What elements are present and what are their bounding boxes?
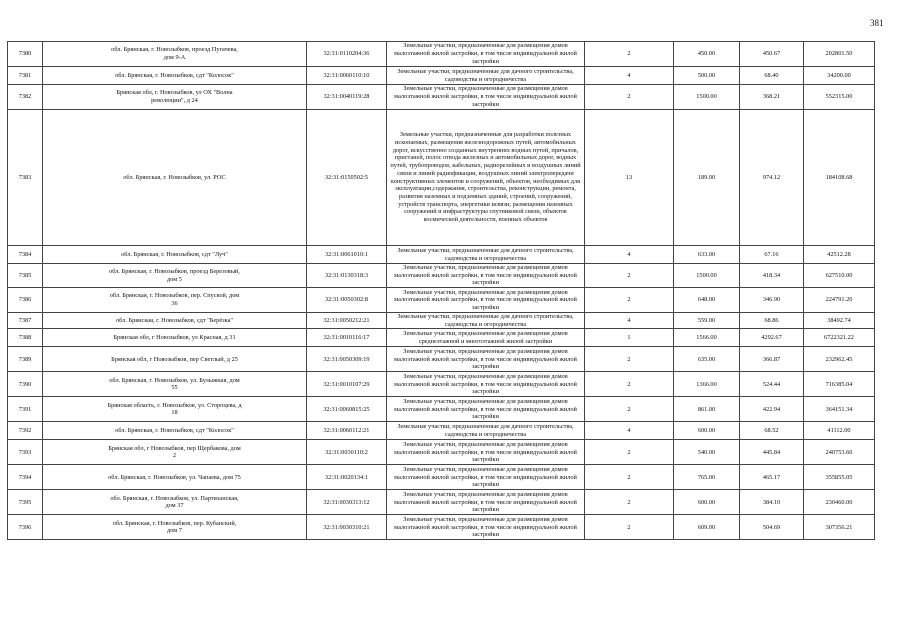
cadastral-number-cell: 32:31:0010107:29 bbox=[307, 372, 387, 397]
specific-value-cell: 524.44 bbox=[740, 372, 804, 397]
table-row bbox=[8, 67, 875, 85]
address-cell bbox=[43, 465, 307, 490]
land-use-cell: Земельные участки, предназначенные для размещения домов малоэтажной жилой застройки, в том числе индивидуальной жилой застройки bbox=[387, 440, 585, 465]
area-cell: 450.00 bbox=[674, 42, 740, 67]
address-cell bbox=[43, 422, 307, 440]
cadastral-value-cell: 364151.34 bbox=[804, 397, 875, 422]
land-use-cell: Земельные участки, предназначенные для дачного строительства, садоводства и огородничества bbox=[387, 246, 585, 264]
specific-value-cell: 368.21 bbox=[740, 85, 804, 110]
address-text: Брянская обл, г Новозыбков, пер Щербакова, дом 2 bbox=[108, 444, 241, 460]
cadastral-value-cell: 34200.00 bbox=[804, 67, 875, 85]
table-row bbox=[8, 440, 875, 465]
specific-value-cell: 974.12 bbox=[740, 110, 804, 246]
row-number-cell: 7387 bbox=[8, 313, 43, 329]
land-use-cell: Земельные участки, предназначенные для размещения домов малоэтажной жилой застройки, в том числе индивидуальной жилой застройки bbox=[387, 85, 585, 110]
group-cell: 2 bbox=[585, 372, 674, 397]
address-cell bbox=[43, 288, 307, 313]
table-row bbox=[8, 85, 875, 110]
cadastral-value-cell: 41112.00 bbox=[804, 422, 875, 440]
cadastral-number-cell: 32:31:0020134:1 bbox=[307, 465, 387, 490]
address-text: обл. Брянская, г. Новозыбков, ул. Булыжная, дом 55 bbox=[109, 376, 240, 392]
group-cell: 2 bbox=[585, 85, 674, 110]
cadastral-value-cell: 232962.45 bbox=[804, 347, 875, 372]
address-cell bbox=[43, 42, 307, 67]
cadastral-value-cell: 716385.04 bbox=[804, 372, 875, 397]
area-cell: 1500.00 bbox=[674, 85, 740, 110]
table-row bbox=[8, 42, 875, 67]
address-cell bbox=[43, 372, 307, 397]
group-cell: 2 bbox=[585, 397, 674, 422]
land-use-cell: Земельные участки, предназначенные для размещения домов малоэтажной жилой застройки, в том числе индивидуальной жилой застройки bbox=[387, 397, 585, 422]
land-use-cell: Земельные участки, предназначенные для размещения домов малоэтажной жилой застройки, в том числе индивидуальной жилой застройки bbox=[387, 42, 585, 67]
address-cell bbox=[43, 246, 307, 264]
address-text: обл. Брянская, г. Новозыбков, проезд Березовый, дом 5 bbox=[109, 267, 240, 283]
table-row bbox=[8, 422, 875, 440]
table-row bbox=[8, 465, 875, 490]
address-text: обл. Брянская, г. Новозыбков, пер. Кубанский, дом 7 bbox=[112, 519, 237, 535]
address-text: Брянская обл, г Новозыбков, пер Светлый, д 25 bbox=[111, 355, 238, 363]
area-cell: 648.00 bbox=[674, 288, 740, 313]
address-text: обл. Брянская, г. Новозыбков, ул. Чапаева, дом 75 bbox=[108, 473, 241, 481]
group-cell: 4 bbox=[585, 313, 674, 329]
land-use-cell: Земельные участки, предназначенные для размещения домов малоэтажной жилой застройки, в том числе индивидуальной жилой застройки bbox=[387, 264, 585, 288]
address-cell bbox=[43, 397, 307, 422]
row-number-cell: 7392 bbox=[8, 422, 43, 440]
land-use-cell: Земельные участки, предназначенные для размещения домов малоэтажной жилой застройки, в том числе индивидуальной жилой застройки bbox=[387, 347, 585, 372]
group-cell: 1 bbox=[585, 329, 674, 347]
area-cell: 635.00 bbox=[674, 347, 740, 372]
cadastral-number-cell: 32:31:0060110:10 bbox=[307, 67, 387, 85]
land-use-cell: Земельные участки, предназначенные для размещения домов малоэтажной жилой застройки, в том числе индивидуальной жилой застройки bbox=[387, 490, 585, 515]
cadastral-number-cell: 32:31:0130318:3 bbox=[307, 264, 387, 288]
row-number-cell: 7381 bbox=[8, 67, 43, 85]
cadastral-value-cell: 42512.28 bbox=[804, 246, 875, 264]
table-row bbox=[8, 397, 875, 422]
area-cell: 609.00 bbox=[674, 515, 740, 540]
cadastral-number-cell: 32:31:0061010:1 bbox=[307, 246, 387, 264]
table-row bbox=[8, 329, 875, 347]
row-number-cell: 7389 bbox=[8, 347, 43, 372]
address-cell bbox=[43, 110, 307, 246]
cadastral-number-cell: 32:31:0030313:12 bbox=[307, 490, 387, 515]
cadastral-number-cell: 32:31:0030110:2 bbox=[307, 440, 387, 465]
cadastral-value-cell: 6722321.22 bbox=[804, 329, 875, 347]
area-cell: 540.00 bbox=[674, 440, 740, 465]
specific-value-cell: 418.34 bbox=[740, 264, 804, 288]
address-text: Брянская обл, г Новозыбков, ул Красная, д 31 bbox=[113, 334, 236, 342]
area-cell: 1366.00 bbox=[674, 372, 740, 397]
group-cell: 2 bbox=[585, 490, 674, 515]
table-row bbox=[8, 264, 875, 288]
specific-value-cell: 422.94 bbox=[740, 397, 804, 422]
area-cell: 765.00 bbox=[674, 465, 740, 490]
table-row bbox=[8, 110, 875, 246]
row-number-cell: 7395 bbox=[8, 490, 43, 515]
cadastral-number-cell: 32:31:0050302:8 bbox=[307, 288, 387, 313]
table-row bbox=[8, 288, 875, 313]
group-cell: 2 bbox=[585, 42, 674, 67]
table-row bbox=[8, 515, 875, 540]
address-text: обл. Брянская, г. Новозыбков, ул. Партизанская, дом 37 bbox=[110, 494, 239, 510]
cadastral-number-cell: 32:31:0010116:17 bbox=[307, 329, 387, 347]
address-text: обл. Брянская, г. Новозыбков, сдт "Берёзка" bbox=[116, 316, 233, 324]
group-cell: 2 bbox=[585, 288, 674, 313]
table-row bbox=[8, 347, 875, 372]
address-text: обл. Брянская, г. Новозыбков, пер. Спуской, дом 36 bbox=[109, 292, 240, 308]
address-text: обл. Брянская, г. Новозыбков, ул. РОС bbox=[123, 173, 226, 181]
address-cell bbox=[43, 347, 307, 372]
specific-value-cell: 68.86 bbox=[740, 313, 804, 329]
cadastral-number-cell: 32:31:0060112:21 bbox=[307, 422, 387, 440]
address-cell bbox=[43, 264, 307, 288]
table-row bbox=[8, 246, 875, 264]
area-cell: 861.00 bbox=[674, 397, 740, 422]
land-use-cell: Земельные участки, предназначенные для дачного строительства, садоводства и огородничества bbox=[387, 313, 585, 329]
land-use-cell: Земельные участки, предназначенные для размещения домов малоэтажной жилой застройки, в том числе индивидуальной жилой застройки bbox=[387, 288, 585, 313]
address-cell bbox=[43, 515, 307, 540]
land-use-cell: Земельные участки, предназначенные для дачного строительства, садоводства и огородничества bbox=[387, 422, 585, 440]
cadastral-value-cell: 552315.00 bbox=[804, 85, 875, 110]
cadastral-value-cell: 355855.05 bbox=[804, 465, 875, 490]
specific-value-cell: 445.84 bbox=[740, 440, 804, 465]
land-use-cell: Земельные участки, предназначенные для размещения домов малоэтажной жилой застройки, в том числе индивидуальной жилой застройки bbox=[387, 465, 585, 490]
row-number-cell: 7388 bbox=[8, 329, 43, 347]
row-number-cell: 7393 bbox=[8, 440, 43, 465]
row-number-cell: 7396 bbox=[8, 515, 43, 540]
row-number-cell: 7391 bbox=[8, 397, 43, 422]
land-use-cell: Земельные участки, предназначенные для размещения домов среднеэтажной и многоэтажной жилой застройки bbox=[387, 329, 585, 347]
address-text: обл. Брянская, г. Новозыбков, проезд Пугачева, дом 9-А bbox=[111, 46, 238, 61]
specific-value-cell: 68.52 bbox=[740, 422, 804, 440]
row-number-cell: 7390 bbox=[8, 372, 43, 397]
address-cell bbox=[43, 490, 307, 515]
row-number-cell: 7383 bbox=[8, 110, 43, 246]
group-cell: 4 bbox=[585, 67, 674, 85]
specific-value-cell: 465.17 bbox=[740, 465, 804, 490]
address-text: обл. Брянская, г. Новозыбков, сдт "Колосок" bbox=[115, 71, 234, 79]
cadastral-value-cell: 202801.50 bbox=[804, 42, 875, 67]
cadastral-value-cell: 627510.00 bbox=[804, 264, 875, 288]
cadastral-value-cell: 184108.68 bbox=[804, 110, 875, 246]
address-cell bbox=[43, 67, 307, 85]
area-cell: 633.00 bbox=[674, 246, 740, 264]
cadastral-value-cell: 224791.20 bbox=[804, 288, 875, 313]
group-cell: 2 bbox=[585, 465, 674, 490]
row-number-cell: 7386 bbox=[8, 288, 43, 313]
specific-value-cell: 346.90 bbox=[740, 288, 804, 313]
cadastral-number-cell: 32:31:0150502:5 bbox=[307, 110, 387, 246]
area-cell: 189.00 bbox=[674, 110, 740, 246]
land-use-cell: Земельные участки, предназначенные для размещения домов малоэтажной жилой застройки, в том числе индивидуальной жилой застройки bbox=[387, 372, 585, 397]
area-cell: 600.00 bbox=[674, 490, 740, 515]
group-cell: 2 bbox=[585, 347, 674, 372]
area-cell: 559.00 bbox=[674, 313, 740, 329]
group-cell: 2 bbox=[585, 515, 674, 540]
specific-value-cell: 504.69 bbox=[740, 515, 804, 540]
table-row bbox=[8, 490, 875, 515]
cadastral-value-cell: 230460.00 bbox=[804, 490, 875, 515]
cadastral-value-table bbox=[7, 41, 875, 540]
specific-value-cell: 67.16 bbox=[740, 246, 804, 264]
specific-value-cell: 450.67 bbox=[740, 42, 804, 67]
area-cell: 1566.00 bbox=[674, 329, 740, 347]
cadastral-number-cell: 32:31:0060815:25 bbox=[307, 397, 387, 422]
group-cell: 4 bbox=[585, 422, 674, 440]
land-use-cell: Земельные участки, предназначенные для размещения домов малоэтажной жилой застройки, в том числе индивидуальной жилой застройки bbox=[387, 515, 585, 540]
address-cell bbox=[43, 440, 307, 465]
address-cell bbox=[43, 329, 307, 347]
group-cell: 4 bbox=[585, 246, 674, 264]
specific-value-cell: 366.87 bbox=[740, 347, 804, 372]
cadastral-value-cell: 240753.60 bbox=[804, 440, 875, 465]
land-use-cell: Земельные участки, предназначенные для разработки полезных ископаемых, размещения железнодорожных путей, автомобильных дорог, искусственно созданных внутренних водных путей, причалов, пристаней, полос отвода железных и автомобильных дорог, водных путей, трубопроводов, кабельных, радиорелейных и воздушных линий связи и линий радиофикации, воздушных линий электропередачи конструктивных элементов и сооружений, объектов, необходимых для эксплуатации,содержания, строительства, реконструкции, ремонта, развития наземных и подземных зданий, строений, сооружений, устройств транспорта, энергетики исвязи; размещения наземных сооружений и инфраструктуры спутниковой связи, объектов космической деятельности, военных объектов bbox=[387, 110, 585, 246]
land-use-cell: Земельные участки, предназначенные для дачного строительства, садоводства и огородничества bbox=[387, 67, 585, 85]
group-cell: 2 bbox=[585, 264, 674, 288]
row-number-cell: 7384 bbox=[8, 246, 43, 264]
address-cell bbox=[43, 85, 307, 110]
row-number-cell: 7394 bbox=[8, 465, 43, 490]
row-number-cell: 7382 bbox=[8, 85, 43, 110]
cadastral-number-cell: 32:31:0030310:21 bbox=[307, 515, 387, 540]
table-row bbox=[8, 372, 875, 397]
cadastral-number-cell: 32:31:0040119:28 bbox=[307, 85, 387, 110]
page-number: 381 bbox=[870, 18, 884, 28]
address-text: обл. Брянская, г. Новозыбков, сдт "Колосок" bbox=[115, 427, 234, 435]
group-cell: 13 bbox=[585, 110, 674, 246]
group-cell: 2 bbox=[585, 440, 674, 465]
area-cell: 1500.00 bbox=[674, 264, 740, 288]
cadastral-number-cell: 32:31:0110204:36 bbox=[307, 42, 387, 67]
cadastral-number-cell: 32:31:0050309:19 bbox=[307, 347, 387, 372]
specific-value-cell: 68.40 bbox=[740, 67, 804, 85]
address-cell bbox=[43, 313, 307, 329]
area-cell: 500.00 bbox=[674, 67, 740, 85]
cadastral-number-cell: 32:31:0050212:21 bbox=[307, 313, 387, 329]
cadastral-value-cell: 307356.21 bbox=[804, 515, 875, 540]
table-row bbox=[8, 313, 875, 329]
cadastral-value-cell: 38492.74 bbox=[804, 313, 875, 329]
row-number-cell: 7380 bbox=[8, 42, 43, 67]
address-text: обл. Брянская, г. Новозыбков, сдт "Луч" bbox=[121, 250, 228, 258]
address-text: Брянская обл, г. Новозыбков, ул ОХ "Волна революции", д 24 bbox=[116, 89, 233, 104]
specific-value-cell: 384.10 bbox=[740, 490, 804, 515]
row-number-cell: 7385 bbox=[8, 264, 43, 288]
specific-value-cell: 4292.67 bbox=[740, 329, 804, 347]
area-cell: 600.00 bbox=[674, 422, 740, 440]
address-text: Брянская область, г. Новозыбков, ул. Стороцева, д 18 bbox=[107, 401, 242, 417]
